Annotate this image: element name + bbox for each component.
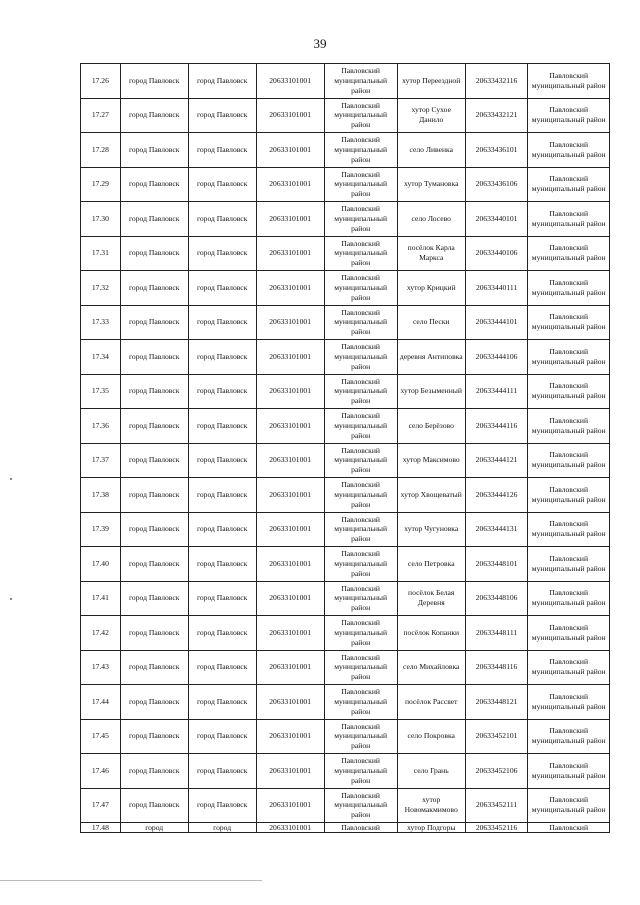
- settlement-code-cell: 20633448101: [465, 547, 528, 582]
- city-cell-2: город Павловск: [188, 788, 256, 823]
- city-cell: город Павловск: [120, 650, 188, 685]
- settlement-cell: посёлок Карла Маркса: [397, 236, 465, 271]
- city-cell: город Павловск: [120, 271, 188, 306]
- district-cell-2: Павловский муниципальный район: [528, 478, 610, 513]
- row-number-cell: 17.28: [81, 133, 121, 168]
- settlement-cell: село Ливенка: [397, 133, 465, 168]
- city-cell: город Павловск: [120, 374, 188, 409]
- table-row: [81, 547, 610, 582]
- city-cell: город Павловск: [120, 547, 188, 582]
- district-cell-2: Павловский муниципальный район: [528, 409, 610, 444]
- city-cell-2: город Павловск: [188, 443, 256, 478]
- city-cell: город Павловск: [120, 64, 188, 99]
- row-number-cell: 17.48: [81, 823, 121, 833]
- settlement-cell: село Грань: [397, 754, 465, 789]
- settlement-cell: хутор Хвощеватый: [397, 478, 465, 513]
- row-number-cell: 17.37: [81, 443, 121, 478]
- row-number-cell: 17.40: [81, 547, 121, 582]
- oktmo-code-cell: 20633101001: [256, 650, 324, 685]
- footer-rule: [0, 880, 262, 881]
- city-cell-2: город Павловск: [188, 547, 256, 582]
- row-number-cell: 17.31: [81, 236, 121, 271]
- city-cell-2: город Павловск: [188, 64, 256, 99]
- table-row: [81, 616, 610, 651]
- oktmo-code-cell: 20633101001: [256, 512, 324, 547]
- city-cell: город Павловск: [120, 512, 188, 547]
- city-cell: город Павловск: [120, 305, 188, 340]
- row-number-cell: 17.32: [81, 271, 121, 306]
- city-cell: город Павловск: [120, 719, 188, 754]
- district-cell-2: Павловский муниципальный район: [528, 236, 610, 271]
- settlement-code-cell: 20633440101: [465, 202, 528, 237]
- district-cell: Павловский муниципальный район: [324, 443, 397, 478]
- district-cell: Павловский муниципальный район: [324, 547, 397, 582]
- row-number-cell: 17.26: [81, 64, 121, 99]
- settlement-cell: хутор Новомакмимово: [397, 788, 465, 823]
- city-cell-2: город Павловск: [188, 754, 256, 789]
- oktmo-code-cell: 20633101001: [256, 443, 324, 478]
- district-cell-2: Павловский муниципальный район: [528, 98, 610, 133]
- settlement-cell: посёлок Белая Деревня: [397, 581, 465, 616]
- oktmo-code-cell: 20633101001: [256, 374, 324, 409]
- city-cell-2: город Павловск: [188, 478, 256, 513]
- district-cell: Павловский муниципальный район: [324, 788, 397, 823]
- city-cell-2: город Павловск: [188, 202, 256, 237]
- settlement-cell: село Пески: [397, 305, 465, 340]
- district-cell: Павловский муниципальный район: [324, 616, 397, 651]
- city-cell-2: город Павловск: [188, 271, 256, 306]
- district-cell-2: Павловский муниципальный район: [528, 581, 610, 616]
- district-cell-2: Павловский муниципальный район: [528, 512, 610, 547]
- oktmo-code-cell: 20633101001: [256, 478, 324, 513]
- district-cell-2: Павловский муниципальный район: [528, 305, 610, 340]
- district-cell-2: Павловский муниципальный район: [528, 719, 610, 754]
- settlement-cell: деревня Антиповка: [397, 340, 465, 375]
- district-cell: Павловский муниципальный район: [324, 478, 397, 513]
- city-cell-2: город Павловск: [188, 581, 256, 616]
- row-number-cell: 17.41: [81, 581, 121, 616]
- row-number-cell: 17.39: [81, 512, 121, 547]
- city-cell-2: город: [188, 823, 256, 833]
- settlement-cell: хутор Подгоры: [397, 823, 465, 833]
- district-cell: Павловский муниципальный район: [324, 581, 397, 616]
- city-cell: город Павловск: [120, 788, 188, 823]
- oktmo-code-cell: 20633101001: [256, 581, 324, 616]
- district-cell: Павловский муниципальный район: [324, 167, 397, 202]
- settlement-cell: хутор Переездной: [397, 64, 465, 99]
- table-row: [81, 581, 610, 616]
- settlement-cell: хутор Безыменный: [397, 374, 465, 409]
- district-cell-2: Павловский муниципальный район: [528, 754, 610, 789]
- oktmo-code-cell: 20633101001: [256, 340, 324, 375]
- city-cell-2: город Павловск: [188, 133, 256, 168]
- city-cell: город Павловск: [120, 409, 188, 444]
- oktmo-code-cell: 20633101001: [256, 98, 324, 133]
- table-row: [81, 754, 610, 789]
- oktmo-code-cell: 20633101001: [256, 64, 324, 99]
- oktmo-code-cell: 20633101001: [256, 719, 324, 754]
- oktmo-code-cell: 20633101001: [256, 236, 324, 271]
- oktmo-code-cell: 20633101001: [256, 305, 324, 340]
- table-row: [81, 788, 610, 823]
- city-cell: город Павловск: [120, 202, 188, 237]
- scan-mark: [10, 598, 12, 600]
- scan-mark: [10, 478, 12, 480]
- settlement-code-cell: 20633432116: [465, 64, 528, 99]
- table-row: [81, 478, 610, 513]
- settlement-code-cell: 20633448106: [465, 581, 528, 616]
- settlement-code-cell: 20633444111: [465, 374, 528, 409]
- row-number-cell: 17.45: [81, 719, 121, 754]
- city-cell: город Павловск: [120, 478, 188, 513]
- district-cell: Павловский муниципальный район: [324, 133, 397, 168]
- district-cell: Павловский муниципальный район: [324, 98, 397, 133]
- table-row: [81, 133, 610, 168]
- city-cell-2: город Павловск: [188, 340, 256, 375]
- settlement-code-cell: 20633444126: [465, 478, 528, 513]
- row-number-cell: 17.30: [81, 202, 121, 237]
- row-number-cell: 17.33: [81, 305, 121, 340]
- settlement-code-cell: 20633452116: [465, 823, 528, 833]
- district-cell: Павловский муниципальный район: [324, 305, 397, 340]
- settlement-cell: село Берёзово: [397, 409, 465, 444]
- settlement-code-cell: 20633444116: [465, 409, 528, 444]
- settlement-code-cell: 20633432121: [465, 98, 528, 133]
- settlement-code-cell: 20633452101: [465, 719, 528, 754]
- table-row: [81, 167, 610, 202]
- district-cell: Павловский муниципальный район: [324, 236, 397, 271]
- district-cell-2: Павловский муниципальный район: [528, 547, 610, 582]
- city-cell-2: город Павловск: [188, 616, 256, 651]
- row-number-cell: 17.34: [81, 340, 121, 375]
- table-row: [81, 236, 610, 271]
- city-cell-2: город Павловск: [188, 305, 256, 340]
- row-number-cell: 17.29: [81, 167, 121, 202]
- city-cell-2: город Павловск: [188, 719, 256, 754]
- district-cell-2: Павловский муниципальный район: [528, 167, 610, 202]
- table-row: [81, 409, 610, 444]
- district-cell: Павловский муниципальный район: [324, 754, 397, 789]
- oktmo-code-cell: 20633101001: [256, 685, 324, 720]
- table-row: [81, 305, 610, 340]
- settlement-code-cell: 20633452106: [465, 754, 528, 789]
- district-cell: Павловский муниципальный район: [324, 64, 397, 99]
- settlement-cell: село Петровка: [397, 547, 465, 582]
- district-cell-2: Павловский муниципальный район: [528, 64, 610, 99]
- settlement-cell: село Покровка: [397, 719, 465, 754]
- city-cell-2: город Павловск: [188, 374, 256, 409]
- settlement-code-cell: 20633448121: [465, 685, 528, 720]
- table-row: [81, 271, 610, 306]
- city-cell: город Павловск: [120, 167, 188, 202]
- district-cell-2: Павловский муниципальный район: [528, 340, 610, 375]
- district-cell: Павловский муниципальный район: [324, 719, 397, 754]
- city-cell-2: город Павловск: [188, 512, 256, 547]
- city-cell-2: город Павловск: [188, 236, 256, 271]
- settlement-cell: хутор Тумановка: [397, 167, 465, 202]
- district-cell: Павловский муниципальный район: [324, 271, 397, 306]
- row-number-cell: 17.43: [81, 650, 121, 685]
- row-number-cell: 17.38: [81, 478, 121, 513]
- row-number-cell: 17.44: [81, 685, 121, 720]
- district-cell-2: Павловский муниципальный район: [528, 616, 610, 651]
- city-cell-2: город Павловск: [188, 650, 256, 685]
- district-cell: Павловский муниципальный район: [324, 512, 397, 547]
- settlement-cell: хутор Максимово: [397, 443, 465, 478]
- city-cell: город Павловск: [120, 754, 188, 789]
- district-cell-2: Павловский муниципальный район: [528, 374, 610, 409]
- city-cell: город Павловск: [120, 133, 188, 168]
- district-cell-2: Павловский муниципальный район: [528, 202, 610, 237]
- city-cell: город Павловск: [120, 98, 188, 133]
- district-cell-2: Павловский муниципальный район: [528, 133, 610, 168]
- district-cell-2: Павловский муниципальный район: [528, 650, 610, 685]
- row-number-cell: 17.42: [81, 616, 121, 651]
- settlement-code-cell: 20633448116: [465, 650, 528, 685]
- city-cell-2: город Павловск: [188, 98, 256, 133]
- row-number-cell: 17.27: [81, 98, 121, 133]
- settlement-code-cell: 20633452111: [465, 788, 528, 823]
- district-cell: Павловский муниципальный район: [324, 202, 397, 237]
- district-cell: Павловский муниципальный район: [324, 374, 397, 409]
- city-cell: город Павловск: [120, 236, 188, 271]
- settlement-code-cell: 20633444106: [465, 340, 528, 375]
- settlement-code-cell: 20633444131: [465, 512, 528, 547]
- district-cell: Павловский муниципальный район: [324, 685, 397, 720]
- settlement-cell: село Лосево: [397, 202, 465, 237]
- table-row: [81, 823, 610, 833]
- table-row: [81, 340, 610, 375]
- district-cell-2: Павловский муниципальный район: [528, 443, 610, 478]
- city-cell: город Павловск: [120, 340, 188, 375]
- oktmo-code-cell: 20633101001: [256, 547, 324, 582]
- district-cell-2: Павловский муниципальный район: [528, 788, 610, 823]
- row-number-cell: 17.47: [81, 788, 121, 823]
- district-cell: Павловский муниципальный район: [324, 340, 397, 375]
- settlement-code-cell: 20633448111: [465, 616, 528, 651]
- table-row: [81, 512, 610, 547]
- oktmo-code-cell: 20633101001: [256, 823, 324, 833]
- page-number: 39: [313, 36, 327, 51]
- table-row: [81, 443, 610, 478]
- oktmo-code-cell: 20633101001: [256, 754, 324, 789]
- settlement-code-cell: 20633440111: [465, 271, 528, 306]
- settlement-code-cell: 20633444121: [465, 443, 528, 478]
- settlement-cell: хутор Чугуновка: [397, 512, 465, 547]
- table-row: [81, 202, 610, 237]
- district-cell-2: Павловский муниципальный район: [528, 271, 610, 306]
- settlement-cell: посёлок Копанки: [397, 616, 465, 651]
- oktmo-code-cell: 20633101001: [256, 202, 324, 237]
- settlement-cell: хутор Сухое Данило: [397, 98, 465, 133]
- oktmo-code-cell: 20633101001: [256, 409, 324, 444]
- settlement-code-cell: 20633444101: [465, 305, 528, 340]
- city-cell-2: город Павловск: [188, 685, 256, 720]
- row-number-cell: 17.36: [81, 409, 121, 444]
- oktmo-code-cell: 20633101001: [256, 616, 324, 651]
- oktmo-code-cell: 20633101001: [256, 788, 324, 823]
- table-row: [81, 719, 610, 754]
- settlement-code-cell: 20633436101: [465, 133, 528, 168]
- table-row: [81, 650, 610, 685]
- settlement-code-cell: 20633440106: [465, 236, 528, 271]
- table-row: [81, 98, 610, 133]
- city-cell: город: [120, 823, 188, 833]
- settlement-cell: посёлок Рассвет: [397, 685, 465, 720]
- district-cell-2: Павловский муниципальный район: [528, 685, 610, 720]
- city-cell-2: город Павловск: [188, 167, 256, 202]
- district-cell: Павловский муниципальный район: [324, 650, 397, 685]
- table-row: [81, 374, 610, 409]
- settlement-cell: село Михайловка: [397, 650, 465, 685]
- city-cell: город Павловск: [120, 616, 188, 651]
- row-number-cell: 17.35: [81, 374, 121, 409]
- city-cell: город Павловск: [120, 443, 188, 478]
- settlements-table: [80, 63, 610, 833]
- city-cell: город Павловск: [120, 685, 188, 720]
- row-number-cell: 17.46: [81, 754, 121, 789]
- table-row: [81, 64, 610, 99]
- district-cell-2: Павловский: [528, 823, 610, 833]
- settlement-code-cell: 20633436106: [465, 167, 528, 202]
- oktmo-code-cell: 20633101001: [256, 167, 324, 202]
- district-cell: Павловский: [324, 823, 397, 833]
- oktmo-code-cell: 20633101001: [256, 271, 324, 306]
- city-cell: город Павловск: [120, 581, 188, 616]
- settlement-cell: хутор Крицкий: [397, 271, 465, 306]
- oktmo-code-cell: 20633101001: [256, 133, 324, 168]
- city-cell-2: город Павловск: [188, 409, 256, 444]
- table-row: [81, 685, 610, 720]
- district-cell: Павловский муниципальный район: [324, 409, 397, 444]
